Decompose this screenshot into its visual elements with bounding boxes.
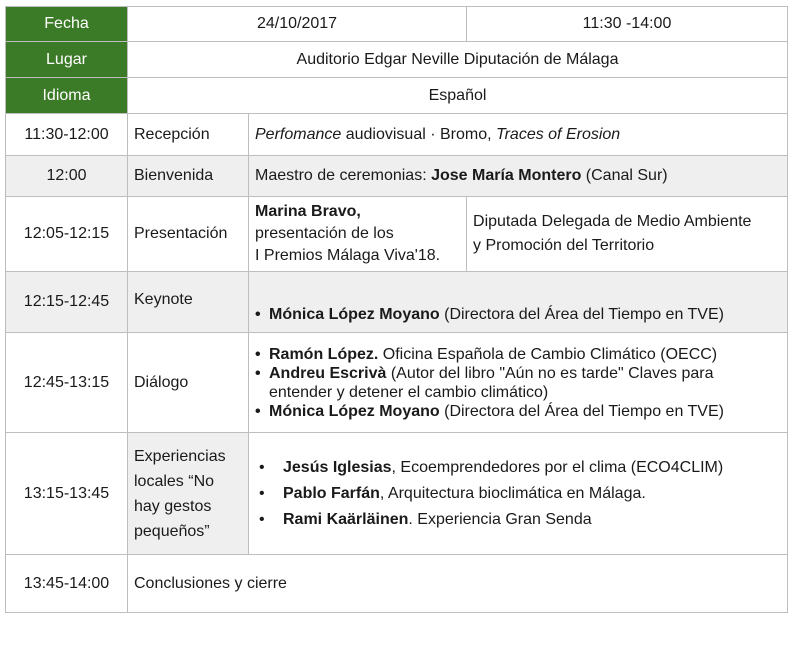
activity-cell <box>128 433 249 555</box>
bullet-icon: • <box>259 484 265 502</box>
list-item <box>255 455 781 481</box>
activity-cell: Presentación <box>128 197 249 272</box>
time-cell: 13:15-13:45 <box>6 433 128 555</box>
speaker-cell <box>249 197 467 272</box>
time-cell: 12:15-12:45 <box>6 272 128 333</box>
activity-cell: Bienvenida <box>128 156 249 197</box>
lugar-value: Auditorio Edgar Neville Diputación de Málaga <box>128 42 788 78</box>
speaker-role: , Arquitectura bioclimática en Málaga. <box>379 484 646 502</box>
list-item <box>255 305 781 324</box>
role-cell <box>467 197 788 272</box>
row-recepcion <box>6 114 788 156</box>
row-keynote <box>6 272 788 333</box>
speaker-role: (Directora del Área del Tiempo en TVE) <box>439 306 724 323</box>
speaker-role: . Experiencia Gran Senda <box>408 510 592 528</box>
detail-cell <box>249 333 788 433</box>
time-cell: 11:30-12:00 <box>6 114 128 156</box>
detail-cell <box>249 156 788 197</box>
bullet-icon: • <box>259 458 265 476</box>
speaker-list <box>255 305 781 324</box>
speaker-role: (Autor del libro "Aún no es tarde" Claves para entender y detener el cambio climático) <box>269 364 714 401</box>
list-item <box>255 345 781 364</box>
activity-cell <box>128 272 249 333</box>
detail-mid-text: audiovisual · Bromo, <box>341 125 496 143</box>
speaker-role: (Directora del Área del Tiempo en TVE) <box>439 402 724 420</box>
activity-cell: Diálogo <box>128 333 249 433</box>
speaker-name: Rami Kaärläinen <box>283 510 409 528</box>
work-title: Traces of Erosion <box>496 125 621 143</box>
detail-cell <box>249 433 788 555</box>
fecha-value: 24/10/2017 <box>128 7 467 42</box>
detail-prefix: Maestro de ceremonias: <box>255 167 432 184</box>
host-name: Jose María Montero <box>431 167 582 184</box>
hora-value: 11:30 -14:00 <box>467 7 788 42</box>
speaker-name: Jesús Iglesias <box>283 458 392 476</box>
speaker-list <box>255 345 781 421</box>
speaker-name: Mónica López Moyano <box>269 306 440 323</box>
list-item <box>255 364 781 402</box>
speaker-role: , Ecoemprendedores por el clima (ECO4CLIM) <box>391 458 724 476</box>
detail-cell <box>249 114 788 156</box>
activity-line: pequeños” <box>134 522 210 540</box>
performance-text: Perfomance <box>255 125 342 143</box>
row-idioma <box>6 78 788 114</box>
activity-label: Keynote <box>134 291 193 308</box>
speaker-line3: I Premios Málaga Viva'18. <box>255 247 441 264</box>
role-line1: Diputada Delegada de Medio Ambiente <box>473 213 752 230</box>
row-fecha <box>6 7 788 42</box>
role-line2: y Promoción del Territorio <box>473 237 655 254</box>
detail-cell <box>249 272 788 333</box>
idioma-label: Idioma <box>6 78 128 114</box>
speaker-line2: presentación de los <box>255 225 394 242</box>
activity-cell: Conclusiones y cierre <box>128 555 788 613</box>
row-bienvenida <box>6 156 788 197</box>
speaker-name: Pablo Farfán <box>283 484 380 502</box>
bullet-icon: • <box>259 510 265 528</box>
row-conclusiones <box>6 555 788 613</box>
bullet-icon: • <box>255 402 261 420</box>
speaker-role: Oficina Española de Cambio Climático (OECC) <box>378 345 718 363</box>
activity-line: Experiencias <box>134 447 226 465</box>
speaker-name: Marina Bravo, <box>255 203 361 220</box>
detail-suffix: (Canal Sur) <box>581 167 668 184</box>
row-presentacion <box>6 197 788 272</box>
bullet-icon: • <box>255 345 261 363</box>
speaker-list <box>255 455 781 533</box>
row-experiencias <box>6 433 788 555</box>
bullet-icon: • <box>255 306 261 323</box>
idioma-value: Español <box>128 78 788 114</box>
activity-line: hay gestos <box>134 497 212 515</box>
bullet-icon: • <box>255 364 261 382</box>
activity-line: locales “No <box>134 472 215 490</box>
list-item <box>255 481 781 507</box>
row-dialogo <box>6 333 788 433</box>
list-item <box>255 507 781 533</box>
lugar-label: Lugar <box>6 42 128 78</box>
speaker-name: Andreu Escrivà <box>269 364 387 382</box>
speaker-name: Ramón López. <box>269 345 379 363</box>
fecha-label: Fecha <box>6 7 128 42</box>
time-cell: 13:45-14:00 <box>6 555 128 613</box>
activity-cell: Recepción <box>128 114 249 156</box>
time-cell: 12:00 <box>6 156 128 197</box>
time-cell: 12:45-13:15 <box>6 333 128 433</box>
row-lugar <box>6 42 788 78</box>
list-item <box>255 402 781 421</box>
time-cell: 12:05-12:15 <box>6 197 128 272</box>
speaker-name: Mónica López Moyano <box>269 402 440 420</box>
schedule-table <box>5 6 788 613</box>
